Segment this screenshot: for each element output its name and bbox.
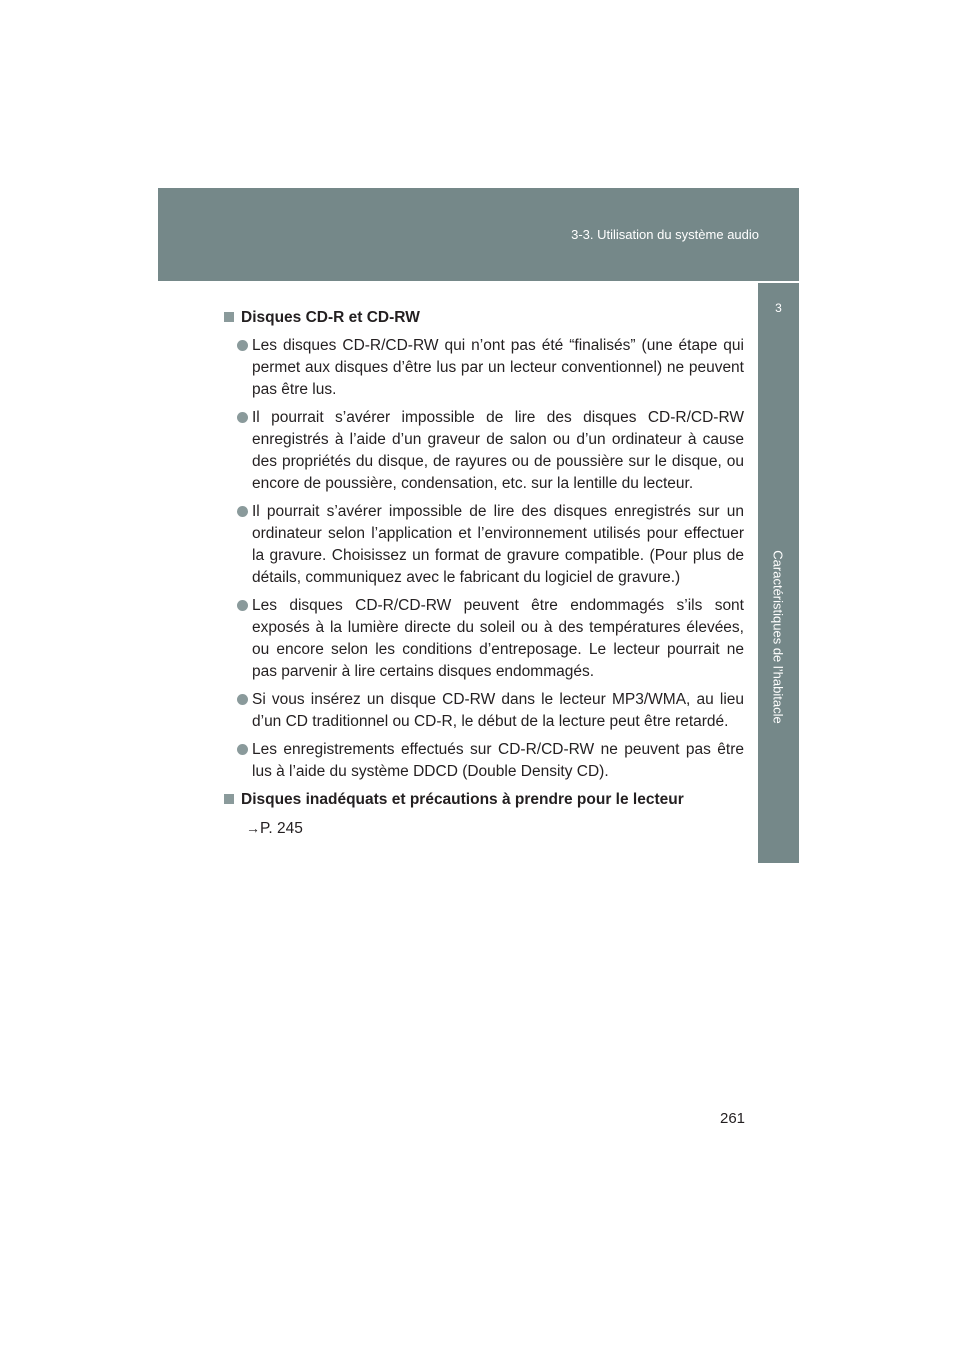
heading-text: Disques CD-R et CD-RW: [241, 309, 420, 326]
chapter-side-tab: [758, 281, 799, 863]
square-bullet-icon: [224, 312, 234, 322]
chapter-label: Caractéristiques de l’habitacle: [770, 550, 786, 724]
chapter-number: 3: [775, 301, 782, 315]
tab-divider: [758, 281, 799, 283]
page-number: 261: [720, 1110, 746, 1127]
section-heading: [224, 307, 744, 329]
list-item-text: Les disques CD-R/CD-RW qui n’ont pas été “finalisés” (une étape qui permet aux disques d’être lus par un lecteur conventionnel) ne peuvent pas être lus.: [252, 337, 744, 398]
page-content: [224, 307, 744, 840]
circle-bullet-icon: [237, 744, 248, 755]
list-item: [224, 595, 744, 683]
list-item: [224, 689, 744, 733]
list-item: [224, 335, 744, 401]
section-heading: [224, 789, 744, 811]
circle-bullet-icon: [237, 340, 248, 351]
list-item-text: Il pourrait s’avérer impossible de lire des disques CD-R/CD-RW enregistrés à l’aide d’un graveur de salon ou d’un ordinateur à cause des propriétés du disque, de rayures ou de poussière sur le disque, ou encore de poussière, condensation, etc. sur la lentille du lecteur.: [252, 409, 744, 492]
circle-bullet-icon: [237, 600, 248, 611]
circle-bullet-icon: [237, 506, 248, 517]
reference-text: P. 245: [260, 820, 303, 837]
section-header-bar: [158, 188, 799, 281]
list-item-text: Si vous insérez un disque CD-RW dans le lecteur MP3/WMA, au lieu d’un CD traditionnel ou CD-R, le début de la lecture peut être retardé.: [252, 691, 744, 730]
list-item-text: Les disques CD-R/CD-RW peuvent être endommagés s’ils sont exposés à la lumière directe du soleil ou à des températures élevées, ou encore selon les conditions d’entreposage. Le lecteur pourrait ne pas parvenir à lire certains disques endommagés.: [252, 597, 744, 680]
square-bullet-icon: [224, 794, 234, 804]
list-item: [224, 407, 744, 495]
arrow-right-icon: →: [246, 820, 260, 836]
list-item-text: Il pourrait s’avérer impossible de lire des disques enregistrés sur un ordinateur selon l’application et l’environnement utilisés pour effectuer la gravure. Choisissez un format de gravure compatible. (Pour plus de détails, communiquez avec le fabricant du logiciel de gravure.): [252, 503, 744, 586]
circle-bullet-icon: [237, 412, 248, 423]
list-item: [224, 501, 744, 589]
circle-bullet-icon: [237, 694, 248, 705]
page-reference[interactable]: [224, 817, 744, 840]
section-title: 3-3. Utilisation du système audio: [571, 227, 759, 242]
list-item-text: Les enregistrements effectués sur CD-R/CD-RW ne peuvent pas être lus à l’aide du système DDCD (Double Density CD).: [252, 741, 744, 780]
heading-text: Disques inadéquats et précautions à prendre pour le lecteur: [241, 791, 684, 808]
list-item: [224, 739, 744, 783]
